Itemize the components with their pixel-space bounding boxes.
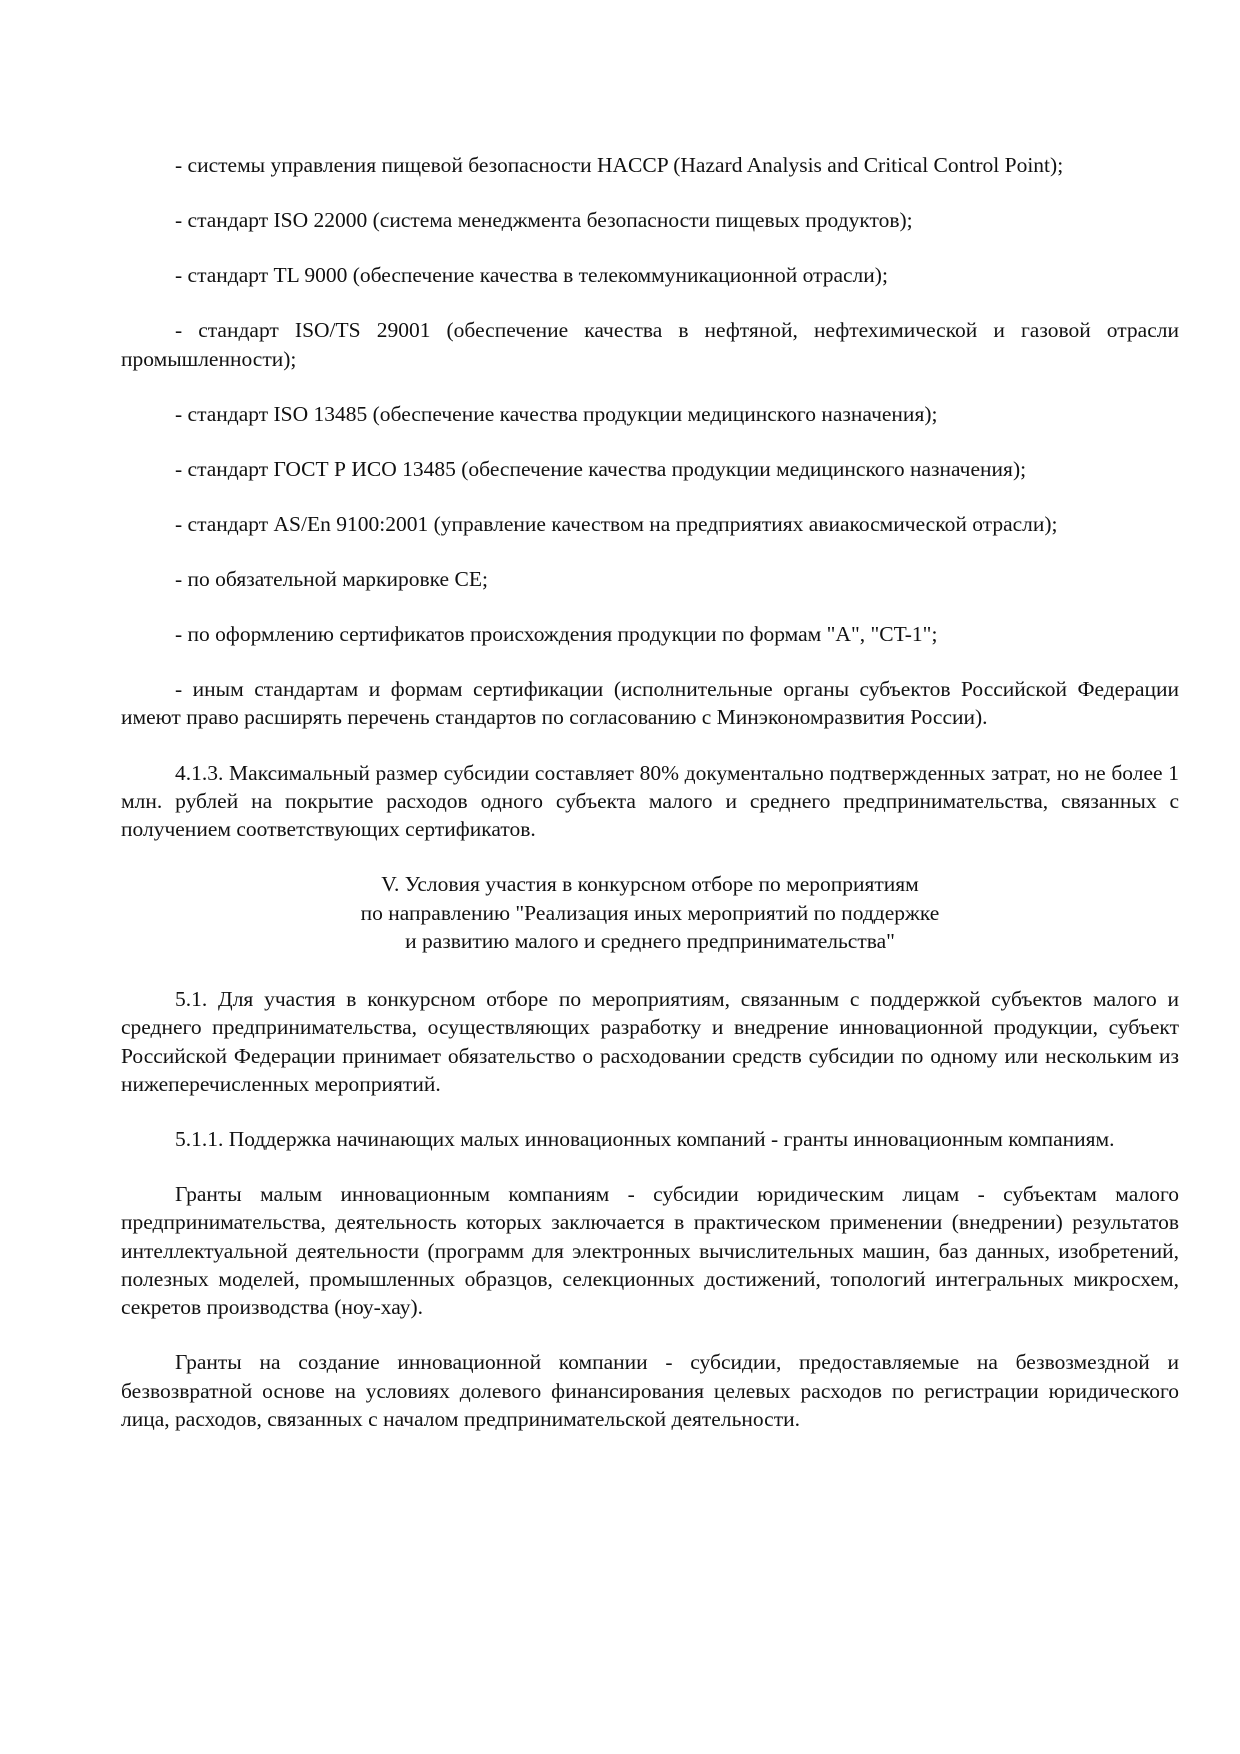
section-heading	[121, 870, 1179, 955]
paragraph-small-company-grants: Гранты малым инновационным компаниям - субсидии юридическим лицам - субъектам малого предпринимательства, деятельность которых заключается в практическом применении (внедрении) результатов интеллектуальной деятельности (программ для электронных вычислительных машин, баз данных, изобретений, полезных моделей, промышленных образцов, селекционных достижений, топологий интегральных микросхем, секретов производства (ноу-хау).	[121, 1182, 1179, 1320]
paragraph-origin-certificates: - по оформлению сертификатов происхождения продукции по формам "A", "CT-1";	[175, 622, 938, 647]
heading-line: V. Условия участия в конкурсном отборе по мероприятиям	[381, 872, 919, 897]
heading-line: по направлению "Реализация иных мероприятий по поддержке	[360, 900, 940, 925]
paragraph-haccp: - системы управления пищевой безопасности HACCP (Hazard Analysis and Critical Control Point);	[175, 153, 1064, 177]
paragraph-iso-ts29001: - стандарт ISO/TS 29001 (обеспечение качества в нефтяной, нефтехимической и газовой отрасли промышленности);	[121, 318, 1179, 371]
paragraph-tl9000: - стандарт TL 9000 (обеспечение качества в телекоммуникационной отрасли);	[175, 263, 888, 288]
paragraph-5-1: 5.1. Для участия в конкурсном отборе по мероприятиям, связанным с поддержкой субъектов малого и среднего предпринимательства, осуществляющих разработку и внедрение инновационной продукции, субъект Российской Федерации принимает обязательство о расходовании средств субсидии по одному или нескольким из нижеперечисленных мероприятий.	[121, 987, 1179, 1096]
paragraph-as9100: - стандарт AS/En 9100:2001 (управление качеством на предприятиях авиакосмической отрасли);	[175, 511, 1058, 536]
paragraph-ce-marking: - по обязательной маркировке CE;	[175, 566, 488, 591]
paragraph-4-1-3: 4.1.3. Максимальный размер субсидии составляет 80% документально подтвержденных затрат, но не более 1 млн. рублей на покрытие расходов одного субъекта малого и среднего предпринимательства, связанных с получением соответствующих сертификатов.	[121, 760, 1179, 842]
paragraph-other-standards: - иным стандартам и формам сертификации (исполнительные органы субъектов Российской Федерации имеют право расширять перечень стандартов по согласованию с Минэкономразвития России).	[121, 677, 1179, 730]
paragraph-company-creation-grants: Гранты на создание инновационной компании - субсидии, предоставляемые на безвозмездной и безвозвратной основе на условиях долевого финансирования целевых расходов по регистрации юридического лица, расходов, связанных с началом предпринимательской деятельности.	[121, 1350, 1179, 1432]
heading-line: и развитию малого и среднего предпринимательства"	[405, 928, 895, 953]
paragraph-gost-iso13485: - стандарт ГОСТ Р ИСО 13485 (обеспечение качества продукции медицинского назначения);	[175, 456, 1027, 481]
paragraph-iso22000: - стандарт ISO 22000 (система менеджмента безопасности пищевых продуктов);	[175, 208, 913, 233]
document-page	[121, 151, 1179, 1460]
paragraph-5-1-1: 5.1.1. Поддержка начинающих малых инновационных компаний - гранты инновационным компаниям.	[175, 1127, 1115, 1152]
paragraph-iso13485: - стандарт ISO 13485 (обеспечение качества продукции медицинского назначения);	[175, 401, 938, 426]
